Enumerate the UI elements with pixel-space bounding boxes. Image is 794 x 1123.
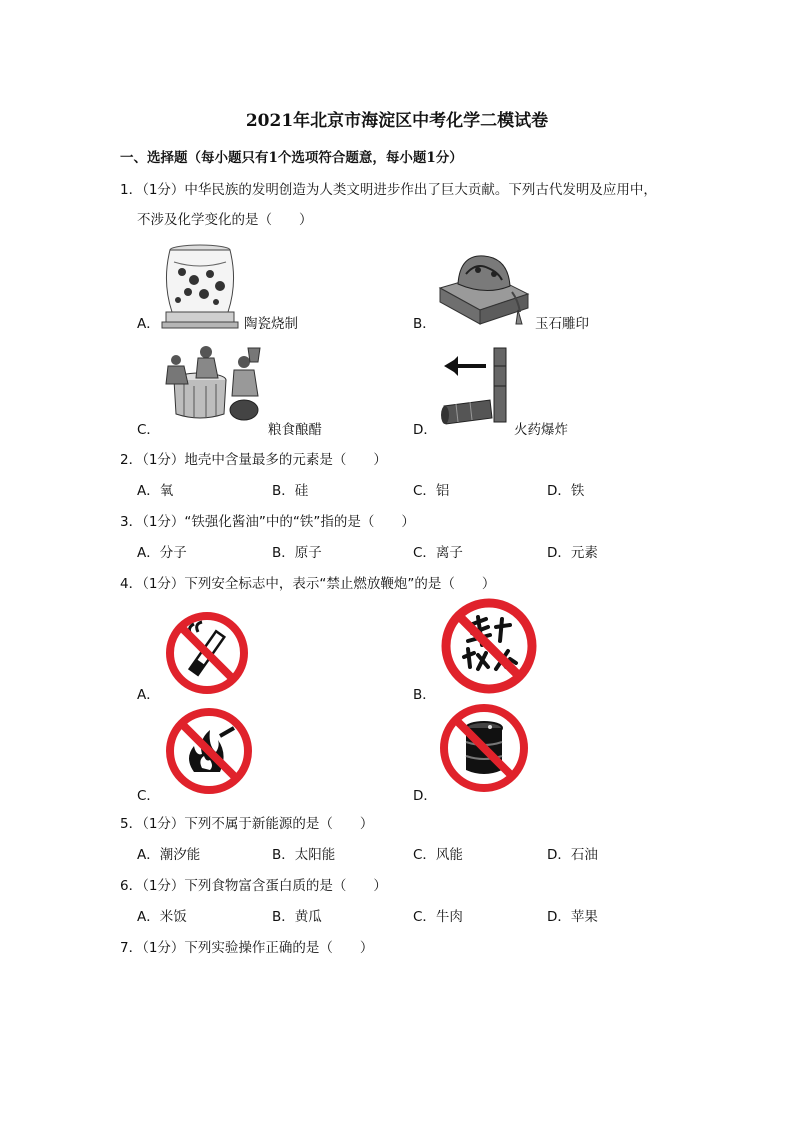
- question-6-stem: 6．（1分）下列食物富含蛋白质的是（ ）: [120, 878, 387, 894]
- q6-option-d: D．苹果: [547, 909, 598, 925]
- q2-option-d: D．铁: [547, 483, 585, 499]
- q4-option-c-letter: C．: [137, 788, 160, 804]
- q1-option-d-letter: D．: [413, 422, 437, 438]
- q5-option-c: C．风能: [413, 847, 463, 863]
- q1-option-a-letter: A．: [137, 316, 160, 332]
- q1-option-b-caption: 玉石雕印: [535, 316, 589, 332]
- no-firecrackers-sign-icon: [440, 597, 538, 695]
- q4-option-d-letter: D．: [413, 788, 437, 804]
- no-smoking-sign-icon: [164, 610, 250, 696]
- q1-option-a-caption: 陶瓷烧制: [244, 316, 298, 332]
- q5-option-b: B．太阳能: [272, 847, 336, 863]
- q1-option-d-caption: 火药爆炸: [514, 422, 568, 438]
- question-7-stem: 7．（1分）下列实验操作正确的是（ ）: [120, 940, 374, 956]
- vinegar-brewing-image: [160, 344, 266, 426]
- q3-option-d: D．元素: [547, 545, 598, 561]
- q5-option-d: D．石油: [547, 847, 598, 863]
- porcelain-jar-image: [160, 242, 240, 330]
- q6-option-b: B．黄瓜: [272, 909, 322, 925]
- no-fire-sign-icon: [164, 706, 254, 796]
- q1-option-c-letter: C．: [137, 422, 160, 438]
- q2-option-b: B．硅: [272, 483, 309, 499]
- q4-option-b-letter: B．: [413, 687, 436, 703]
- q3-option-b: B．原子: [272, 545, 322, 561]
- question-2-stem: 2．（1分）地壳中含量最多的元素是（ ）: [120, 452, 387, 468]
- q2-option-a: A．氧: [137, 483, 174, 499]
- jade-seal-image: [436, 244, 532, 326]
- question-4-stem: 4．（1分）下列安全标志中，表示“禁止燃放鞭炮”的是（ ）: [120, 576, 496, 592]
- q1-option-b-letter: B．: [413, 316, 436, 332]
- q3-option-a: A．分子: [137, 545, 187, 561]
- question-1-stem-cont: 不涉及化学变化的是（ ）: [137, 212, 313, 228]
- q2-option-c: C．铝: [413, 483, 450, 499]
- q6-option-a: A．米饭: [137, 909, 187, 925]
- no-oil-drum-sign-icon: [438, 702, 530, 794]
- question-5-stem: 5．（1分）下列不属于新能源的是（ ）: [120, 816, 374, 832]
- q6-option-c: C．牛肉: [413, 909, 463, 925]
- q3-option-c: C．离子: [413, 545, 463, 561]
- q4-option-a-letter: A．: [137, 687, 160, 703]
- page-title: 2021年北京市海淀区中考化学二模试卷: [245, 111, 549, 131]
- question-1-stem: 1．（1分）中华民族的发明创造为人类文明进步作出了巨大贡献。下列古代发明及应用中，: [120, 182, 657, 198]
- q5-option-a: A．潮汐能: [137, 847, 201, 863]
- q1-option-c-caption: 粮食酿醋: [268, 422, 322, 438]
- question-3-stem: 3．（1分）“铁强化酱油”中的“铁”指的是（ ）: [120, 514, 415, 530]
- section-heading: 一、选择题（每小题只有1个选项符合题意，每小题1分）: [120, 150, 463, 166]
